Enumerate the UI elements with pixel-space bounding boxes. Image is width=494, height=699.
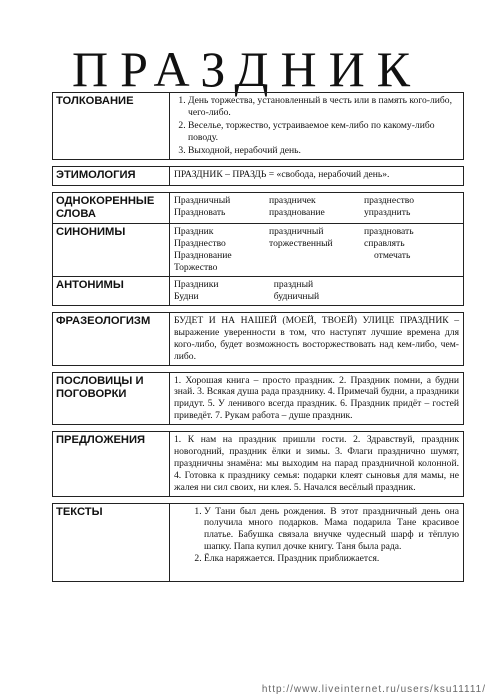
row-content: 1. Хорошая книга – просто праздник. 2. Праздник помни, а будни знай. 3. Всякая душа рада празднику. 4. Примечай будни, а праздники придут. 5. У ленивого всегда праздник. 6. Праздник придёт – гостей приведёт. 7. Рукам работа – душе праздник. <box>170 372 464 425</box>
row-label: ЭТИМОЛОГИЯ <box>53 167 170 185</box>
word: Праздники <box>174 279 219 291</box>
word: праздничек <box>269 194 316 206</box>
row-tolkovanie <box>53 93 464 160</box>
word: праздничный <box>269 226 324 238</box>
word: Будни <box>174 291 199 303</box>
word: Праздник <box>174 226 214 238</box>
word <box>269 262 364 274</box>
row-content <box>170 224 464 277</box>
row-predlozheniya <box>53 432 464 496</box>
row-label: ФРАЗЕОЛОГИЗМ <box>53 313 170 366</box>
word: празднество <box>364 194 415 206</box>
word: Торжество <box>174 262 218 274</box>
row-odnokorennye <box>53 192 464 223</box>
row-label: АНТОНИМЫ <box>53 277 170 306</box>
word: праздный <box>273 279 314 291</box>
word: празднование <box>269 206 325 218</box>
word <box>269 250 364 262</box>
row-content <box>170 277 464 306</box>
row-label: ПРЕДЛОЖЕНИЯ <box>53 432 170 496</box>
row-content: БУДЕТ И НА НАШЕЙ (МОЕЙ, ТВОЕЙ) УЛИЦЕ ПРАЗДНИК – выражение уверенности в том, что наступят лучшие времена для кого-либо, будет возможность восторжествовать над кем-либо, чем-либо. <box>170 313 464 366</box>
row-label: СИНОНИМЫ <box>53 224 170 277</box>
word: будничный <box>273 291 320 303</box>
definition-item: 1. День торжества, установленный в честь или в память кого-либо, чего-либо. <box>188 95 459 119</box>
word: отмечать <box>374 250 411 262</box>
word <box>364 262 459 274</box>
definition-item: 2. Веселье, торжество, устраиваемое кем-либо по какому-либо поводу. <box>188 120 459 144</box>
word: Празднество <box>174 238 226 250</box>
word: справлять <box>364 238 405 250</box>
row-antonimy <box>53 277 464 306</box>
word: Праздновать <box>174 206 226 218</box>
word: Праздничный <box>174 194 231 206</box>
page-title: ПРАЗДНИК <box>71 41 423 97</box>
row-content: ПРАЗДНИК – ПРАЗДЬ = «свобода, нерабочий день». <box>170 167 464 185</box>
word-grid <box>174 279 374 303</box>
text-item: 1. У Тани был день рождения. В этот праздничный день она получила много подарков. Мама подарила Тане красивое платье. Бабушка связала внучке чудесный шарф и тёплую шапку. Папа купил дочке книгу. Таня была рада. <box>204 506 459 554</box>
word: торжественный <box>269 238 333 250</box>
row-etimologiya <box>53 167 464 185</box>
row-content: 1. К нам на праздник пришли гости. 2. Здравствуй, праздник новогодний, праздник ёлки и зимы. 3. Флаги празднично шумят, праздничны знамёна: мы выходим на парад праздничной колонной. 4. Готовка к празднику семья: подарки клеят сыновья для мамы, не жалея ни сил своих, ни клея. 5. Начался весёлый праздник. <box>170 432 464 496</box>
word: праздновать <box>364 226 414 238</box>
row-label: ТОЛКОВАНИЕ <box>53 93 170 160</box>
row-label: ТЕКСТЫ <box>53 503 170 581</box>
definition-list <box>174 95 459 156</box>
word: Празднование <box>174 250 232 262</box>
row-content <box>170 93 464 160</box>
definition-item: 3. Выходной, нерабочий день. <box>188 145 459 157</box>
row-label: ОДНОКОРЕННЫЕ СЛОВА <box>53 192 170 223</box>
word-grid <box>174 195 459 219</box>
row-frazeologizm <box>53 313 464 366</box>
row-poslovitsy <box>53 372 464 425</box>
word-grid <box>174 226 459 274</box>
source-url-watermark: http://www.liveinternet.ru/users/ksu11111/ <box>261 684 486 695</box>
row-content <box>170 503 464 581</box>
row-teksty <box>53 503 464 581</box>
row-sinonimy <box>53 224 464 277</box>
row-content <box>170 192 464 223</box>
text-item: 2. Ёлка наряжается. Праздник приближается. <box>204 553 459 565</box>
row-label: ПОСЛОВИЦЫ И ПОГОВОРКИ <box>53 372 170 425</box>
word-study-table <box>52 92 464 582</box>
text-list <box>174 506 459 565</box>
word: упразднить <box>364 206 411 218</box>
